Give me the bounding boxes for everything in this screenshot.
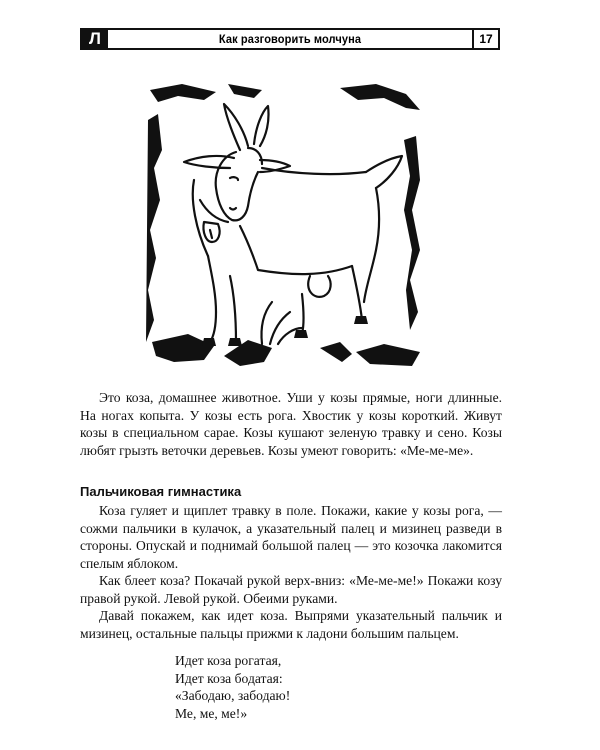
section-paragraph: Коза гуляет и щиплет травку в поле. Покажи, какие у козы рога, — сожми пальчики в кулачок, а указательный палец и мизинец разведи в стороны. Опускай и поднимай большой палец — это козочка лакомится спелым яблоком. — [80, 503, 502, 571]
header-title: Как разговорить молчуна — [218, 32, 362, 46]
section-paragraph: Как блеет коза? Покачай рукой верх-вниз: «Ме-ме-ме!» Покажи козу правой рукой. Левой рукой. Обеими руками. — [80, 573, 502, 606]
poem-line: Идет коза бодатая: — [175, 670, 283, 686]
poem-line: Ме, ме, ме!» — [175, 705, 248, 721]
goat-drawing-icon — [144, 80, 424, 370]
chapter-badge: Л — [82, 30, 108, 48]
page-number: 17 — [472, 30, 498, 48]
section-paragraph: Давай покажем, как идет коза. Выпрями указательный пальчик и мизинец, остальные пальцы прижми к ладони большим пальцем. — [80, 608, 502, 641]
section-heading: Пальчиковая гимнастика — [80, 484, 242, 499]
poem — [175, 652, 290, 722]
goat-illustration — [144, 80, 424, 370]
section-body — [80, 502, 502, 642]
running-header — [80, 28, 500, 50]
intro-paragraph: Это коза, домашнее животное. Уши у козы прямые, ноги длинные. На ногах копыта. У козы есть рога. Хвостик у козы короткий. Живут козы в специальном сарае. Козы кушают зеленую травку и сено. Козы любят грызть веточки деревьев. Козы умеют говорить: «Ме-ме-ме». — [80, 390, 502, 458]
poem-line: Идет коза рогатая, — [175, 653, 282, 668]
poem-line: «Забодаю, забодаю! — [175, 688, 291, 703]
